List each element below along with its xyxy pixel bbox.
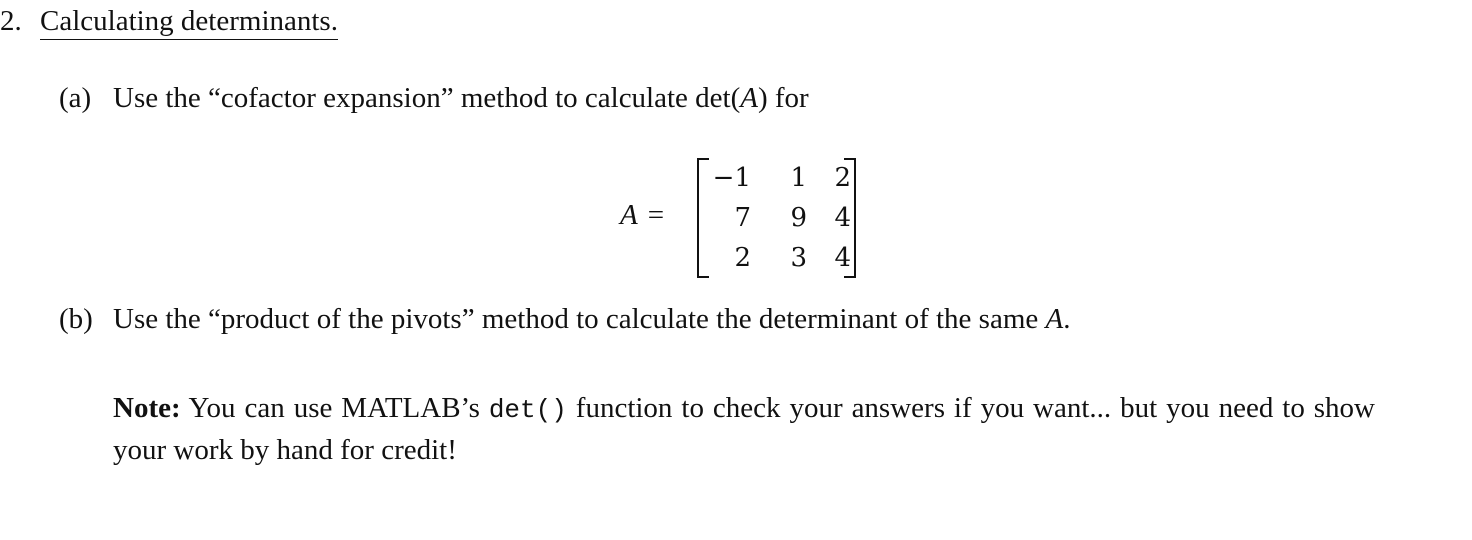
part-a-text-after: ) for — [757, 82, 809, 114]
note-label: Note: — [113, 392, 181, 424]
matrix-cell: 7 — [734, 203, 751, 233]
part-b — [59, 300, 1071, 338]
equation-lhs — [620, 198, 664, 232]
part-b-text-after: . — [1063, 303, 1071, 335]
part-a-variable: A — [740, 82, 758, 114]
matrix — [705, 158, 851, 278]
matrix-cell: −1 — [712, 163, 751, 193]
right-bracket — [844, 158, 856, 278]
part-b-variable: A — [1045, 303, 1064, 335]
matrix-cell: 1 — [790, 163, 807, 193]
problem-title: Calculating determinants. — [40, 4, 338, 40]
part-a — [59, 79, 809, 117]
note-code: det() — [488, 395, 567, 425]
equation-variable: A — [620, 199, 638, 231]
matrix-cell: 3 — [790, 243, 807, 273]
problem-number: 2. — [0, 5, 22, 37]
matrix-cell: 2 — [734, 243, 751, 273]
part-a-label: (a) — [59, 82, 92, 114]
matrix-cell: 4 — [834, 243, 851, 273]
matrix-cell: 2 — [834, 163, 851, 193]
part-b-label: (b) — [59, 303, 93, 335]
note-paragraph — [113, 388, 1375, 470]
matrix-cell: 4 — [834, 203, 851, 233]
problem-header — [0, 2, 338, 40]
matrix-cell: 9 — [790, 203, 807, 233]
note-text-after: function to check your answers if you want... but you need to show your work by hand for credit! — [113, 392, 1375, 466]
equals-sign: = — [647, 199, 665, 231]
note-text-before: You can use MATLAB’s — [180, 392, 489, 424]
part-b-text-before: Use the “product of the pivots” method to calculate the determinant of the same — [113, 303, 1046, 335]
part-a-text-before: Use the “cofactor expansion” method to calculate det( — [113, 82, 741, 114]
